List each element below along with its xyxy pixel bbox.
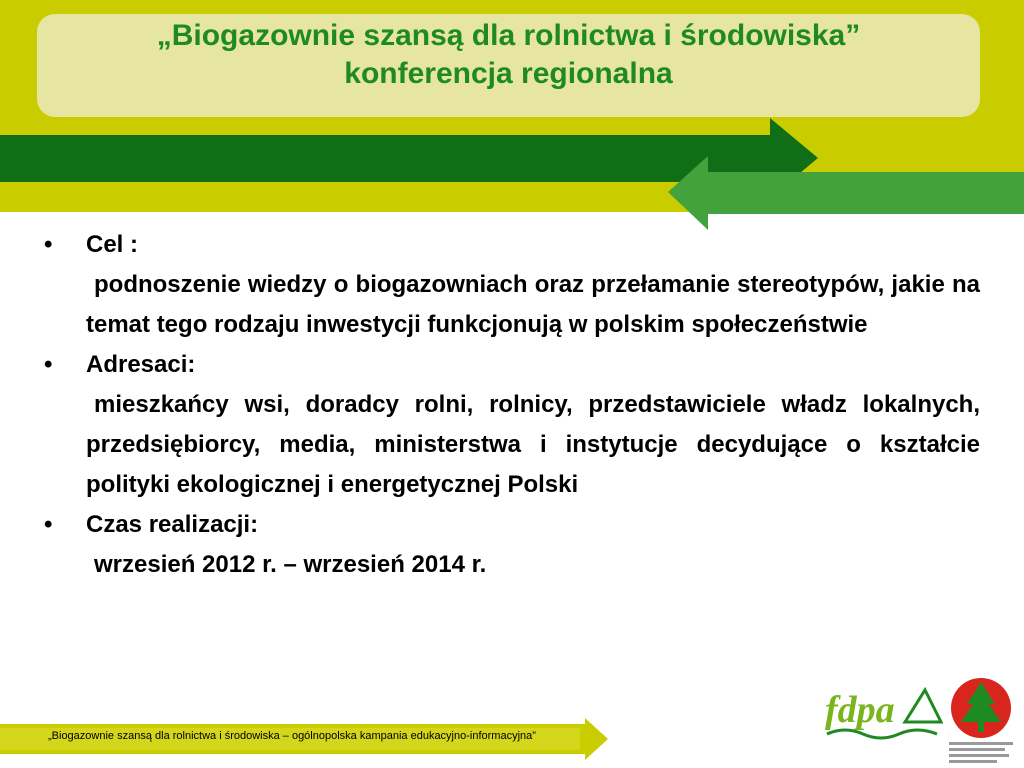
fdpa-logo [825,682,943,744]
nfosigw-logo [945,676,1017,766]
list-item-goal [40,225,980,265]
footer-text: „Biogazownie szansą dla rolnictwa i środowiska – ogólnopolska kampania edukacyjno-informacyjna” [48,730,536,742]
list-item-text [40,265,980,345]
decorative-arrows [0,110,1024,235]
list-item-text [40,545,980,585]
list-item-audience [40,345,980,385]
bullet-icon: • [44,351,53,378]
bullet-icon: • [44,231,53,258]
audience-description: mieszkańcy wsi, doradcy rolni, rolnicy, przedstawiciele władz lokalnych, przedsiębiorcy, media, ministerstwa i instytucje decydujące o kształcie polityki ekologicznej i energetycznej Polski [86,391,980,498]
list-item-duration [40,505,980,545]
bullet-icon: • [44,511,53,538]
content-list [40,225,980,585]
goal-description: podnoszenie wiedzy o biogazowniach oraz przełamanie stereotypów, jakie na temat tego rodzaju inwestycji funkcjonują w polskim społeczeństwie [86,271,980,338]
list-item-label: Cel : [86,231,139,258]
duration-description: wrzesień 2012 r. – wrzesień 2014 r. [94,551,487,578]
page-title-line-2: konferencja regionalna [344,57,673,90]
list-item-label: Adresaci: [86,351,196,378]
list-item-label: Czas realizacji: [86,511,259,538]
page-title-line-1: „Biogazownie szansą dla rolnictwa i środowiska” [156,19,861,52]
fdpa-logo-text: fdpa [825,689,895,731]
title-box [37,14,980,117]
list-item-text [40,385,980,505]
